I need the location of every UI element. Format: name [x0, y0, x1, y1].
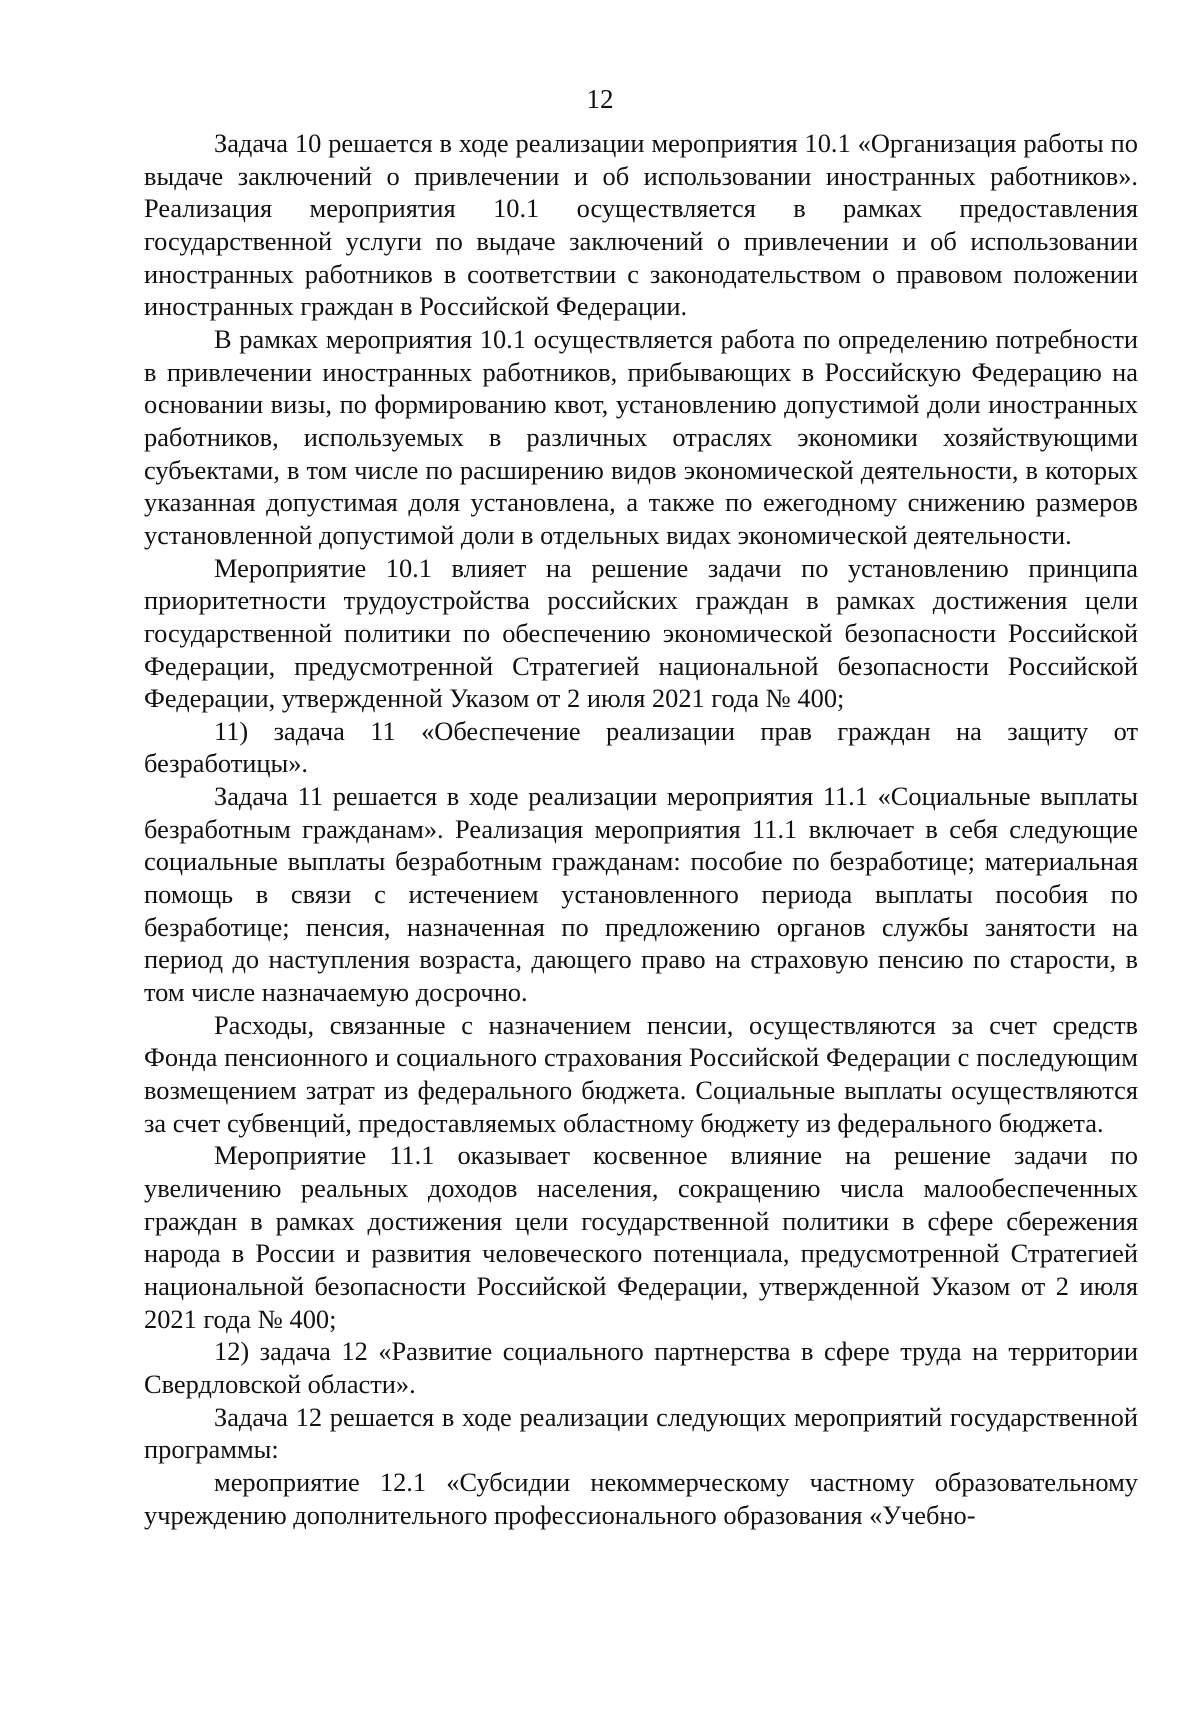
paragraph-task-12-description: Задача 12 решается в ходе реализации следующих мероприятий государственной программы:	[144, 1401, 1138, 1465]
document-body	[144, 127, 1138, 1531]
paragraph-task-12-title: 12) задача 12 «Развитие социального партнерства в сфере труда на территории Свердловской области».	[144, 1336, 1138, 1399]
paragraph-task-11-funding: Расходы, связанные с назначением пенсии, осуществляются за счет средств Фонда пенсионного и социального страхования Российской Федерации с последующим возмещением затрат из федерального бюджета. Социальные выплаты осуществляются за счет субвенций, предоставляемых областному бюджету из федерального бюджета.	[144, 1009, 1138, 1138]
page-number: 12	[586, 84, 614, 114]
paragraph-task-11-title: 11) задача 11 «Обеспечение реализации прав граждан на защиту от безработицы».	[144, 715, 1138, 779]
paragraph-task-10-description: Задача 10 решается в ходе реализации мероприятия 10.1 «Организация работы по выдаче заключений о привлечении и об использовании иностранных работников». Реализация мероприятия 10.1 осуществляется в рамках предоставления государственной услуги по выдаче заключений о привлечении и об использовании иностранных работников в соответствии с законодательством о правовом положении иностранных граждан в Российской Федерации.	[144, 128, 1138, 322]
paragraph-measure-12-1: мероприятие 12.1 «Субсидии некоммерческому частному образовательному учреждению дополнительного профессионального образования «Учебно-	[144, 1466, 1138, 1530]
paragraph-task-11-description: Задача 11 решается в ходе реализации мероприятия 11.1 «Социальные выплаты безработным гражданам». Реализация мероприятия 11.1 включает в себя следующие социальные выплаты безработным гражданам: пособие по безработице; материальная помощь в связи с истечением установленного периода выплаты пособия по безработице; пенсия, назначенная по предложению органов службы занятости на период до наступления возраста, дающего право на страховую пенсию по старости, в том числе назначаемую досрочно.	[144, 781, 1138, 1008]
paragraph-task-10-impact: Мероприятие 10.1 влияет на решение задачи по установлению принципа приоритетности трудоустройства российских граждан в рамках достижения цели государственной политики по обеспечению экономической безопасности Российской Федерации, предусмотренной Стратегией национальной безопасности Российской Федерации, утвержденной Указом от 2 июля 2021 года № 400;	[144, 552, 1138, 714]
paragraph-task-10-scope: В рамках мероприятия 10.1 осуществляется работа по определению потребности в привлечении иностранных работников, прибывающих в Российскую Федерацию на основании визы, по формированию квот, установлению допустимой доли иностранных работников, используемых в различных отраслях экономики хозяйствующими субъектами, в том числе по расширению видов экономической деятельности, в которых указанная допустимая доля установлена, а также по ежегодному снижению размеров установленной допустимой доли в отдельных видах экономической деятельности.	[144, 323, 1138, 550]
paragraph-task-11-impact: Мероприятие 11.1 оказывает косвенное влияние на решение задачи по увеличению реальных доходов населения, сокращению числа малообеспеченных граждан в рамках достижения цели государственной политики в сфере сбережения народа в России и развития человеческого потенциала, предусмотренной Стратегией национальной безопасности Российской Федерации, утвержденной Указом от 2 июля 2021 года № 400;	[144, 1140, 1138, 1334]
